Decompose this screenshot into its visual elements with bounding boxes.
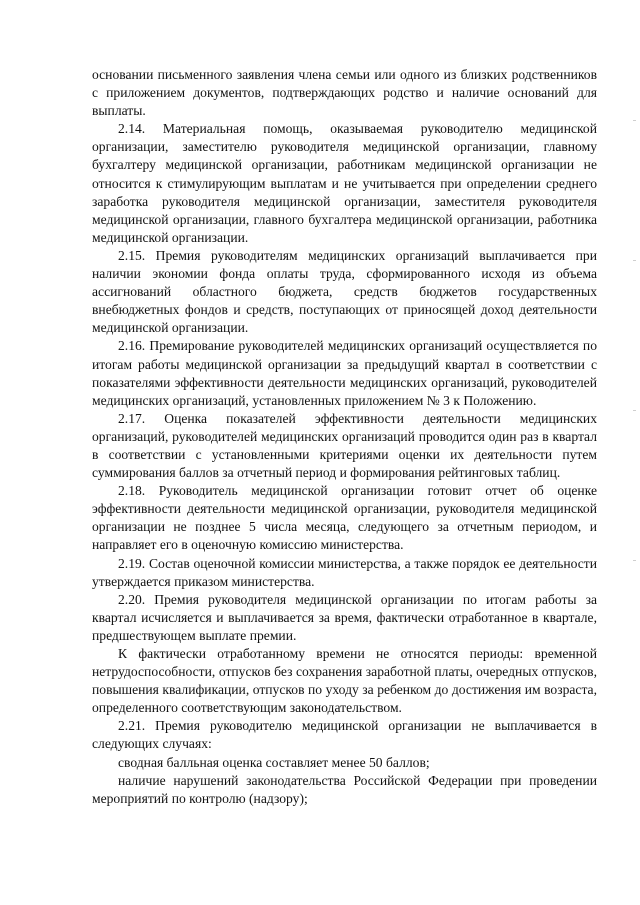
document-page	[92, 66, 597, 808]
paragraph-2-15: 2.15. Премия руководителям медицинских организаций выплачивается при наличии экономии фонда оплаты труда, сформированного исходя из объема ассигнований областного бюджета, средств бюджетов государственных внебюджетных фондов и средств, поступающих от приносящей доход деятельности медицинской организации.	[92, 247, 597, 336]
paragraph-2-21: 2.21. Премия руководителю медицинской организации не выплачивается в следующих случаях:	[92, 718, 597, 752]
paragraph-2-18: 2.18. Руководитель медицинской организации готовит отчет об оценке эффективности деятельности медицинской организации, руководителя медицинской организации не позднее 5 числа месяца, следующего за отчетным периодом, и направляет его в оценочную комиссию министерства.	[92, 483, 597, 553]
paragraph-2-17: 2.17. Оценка показателей эффективности деятельности медицинских организаций, руководителей медицинских организаций проводится один раз в квартал в соответствии с установленными критериями оценки их деятельности путем суммирования баллов за отчетный период и формирования рейтинговых таблиц.	[92, 410, 597, 481]
paragraph-2-14: 2.14. Материальная помощь, оказываемая руководителю медицинской организации, заместителю руководителя медицинской организации, главному бухгалтеру медицинской организации, работникам медицинской организации не относится к стимулирующим выплатам и не учитывается при определении среднего заработка руководителя медицинской организации, заместителя руководителя медицинской организации, главного бухгалтера медицинской организации, работника медицинской организации.	[92, 121, 597, 245]
paragraph-2-19: 2.19. Состав оценочной комиссии министерства, а также порядок ее деятельности утверждается приказом министерства.	[92, 555, 597, 589]
paragraph-worked-time: К фактически отработанному времени не относятся периоды: временной нетрудоспособности, отпусков без сохранения заработной платы, очередных отпусков, повышения квалификации, отпусков по уходу за ребенком до достижения им возраста, определенного соответствующим законодательством.	[92, 646, 597, 716]
scan-artifact	[633, 560, 636, 561]
scan-artifact	[633, 120, 636, 121]
paragraph-2-20: 2.20. Премия руководителя медицинской организации по итогам работы за квартал исчисляется и выплачивается за время, фактически отработанное в квартале, предшествующем выплате премии.	[92, 591, 597, 643]
list-item-score: сводная балльная оценка составляет менее 50 баллов;	[118, 754, 430, 770]
paragraph-2-16: 2.16. Премирование руководителей медицинских организаций осуществляется по итогам работы медицинской организации за предыдущий квартал в соответствии с показателями эффективности деятельности медицинских организаций, руководителей медицинских организаций, установленных приложением № 3 к Положению.	[92, 338, 597, 408]
scan-artifact	[633, 260, 636, 261]
paragraph-intro: основании письменного заявления члена семьи или одного из близких родственников с приложением документов, подтверждающих родство и наличие оснований для выплаты.	[92, 67, 597, 119]
list-item-violations: наличие нарушений законодательства Российской Федерации при проведении мероприятий по контролю (надзору);	[92, 772, 597, 806]
scan-artifact	[633, 410, 636, 411]
